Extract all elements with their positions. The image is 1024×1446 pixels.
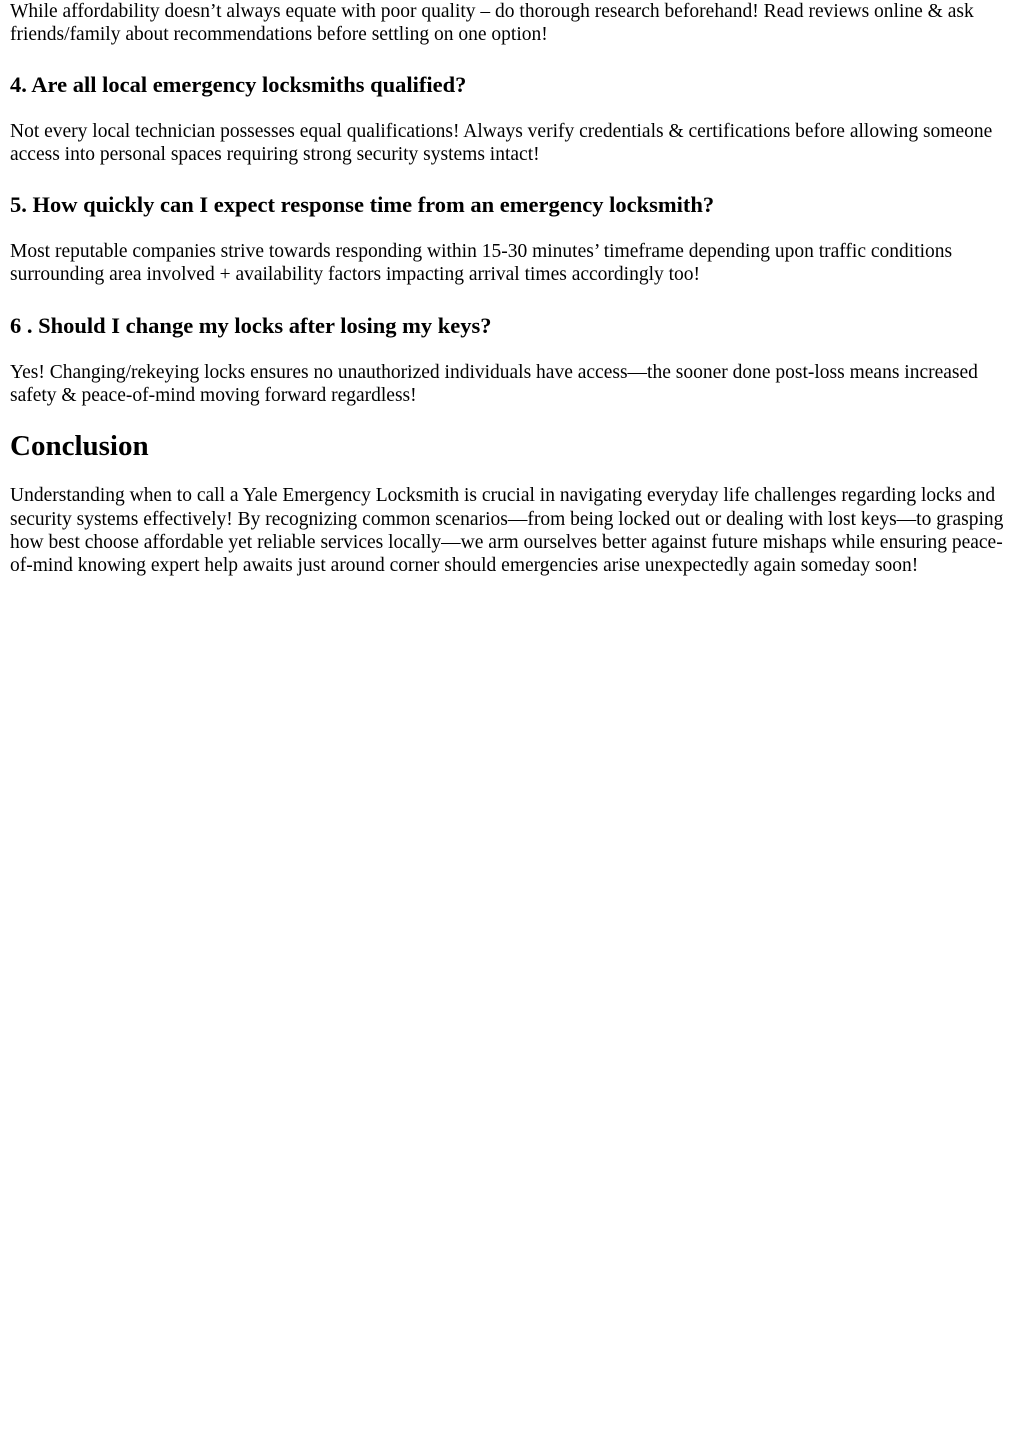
article-page <box>0 0 1024 578</box>
faq-question-6: 6 . Should I change my locks after losing my keys? <box>10 312 492 338</box>
faq-answer-5: Most reputable companies strive towards responding within 15-30 minutes’ timeframe depending upon traffic conditions surrounding area involved + availability factors impacting arrival times accordingly too! <box>10 241 953 286</box>
faq-answer-4: Not every local technician possesses equal qualifications! Always verify credentials & certifications before allowing someone access into personal spaces requiring strong security systems intact! <box>10 120 993 165</box>
faq-question-4: 4. Are all local emergency locksmiths qualified? <box>10 71 467 97</box>
conclusion-paragraph: Understanding when to call a Yale Emergency Locksmith is crucial in navigating everyday life challenges regarding locks and security systems effectively! By recognizing common scenarios—from being locked out or dealing with lost keys—to grasping how best choose affordable yet reliable services locally—we arm ourselves better against future mishaps while ensuring peace-of-mind knowing expert help awaits just around corner should emergencies arise unexpectedly again someday soon! <box>10 485 1004 577</box>
conclusion-heading: Conclusion <box>10 430 149 463</box>
intro-paragraph: While affordability doesn’t always equate with poor quality – do thorough research beforehand! Read reviews online & ask friends/family about recommendations before settling on one option! <box>10 1 974 46</box>
faq-question-5: 5. How quickly can I expect response time from an emergency locksmith? <box>10 192 715 218</box>
faq-answer-6: Yes! Changing/rekeying locks ensures no unauthorized individuals have access—the sooner done post-loss means increased safety & peace-of-mind moving forward regardless! <box>10 361 978 407</box>
